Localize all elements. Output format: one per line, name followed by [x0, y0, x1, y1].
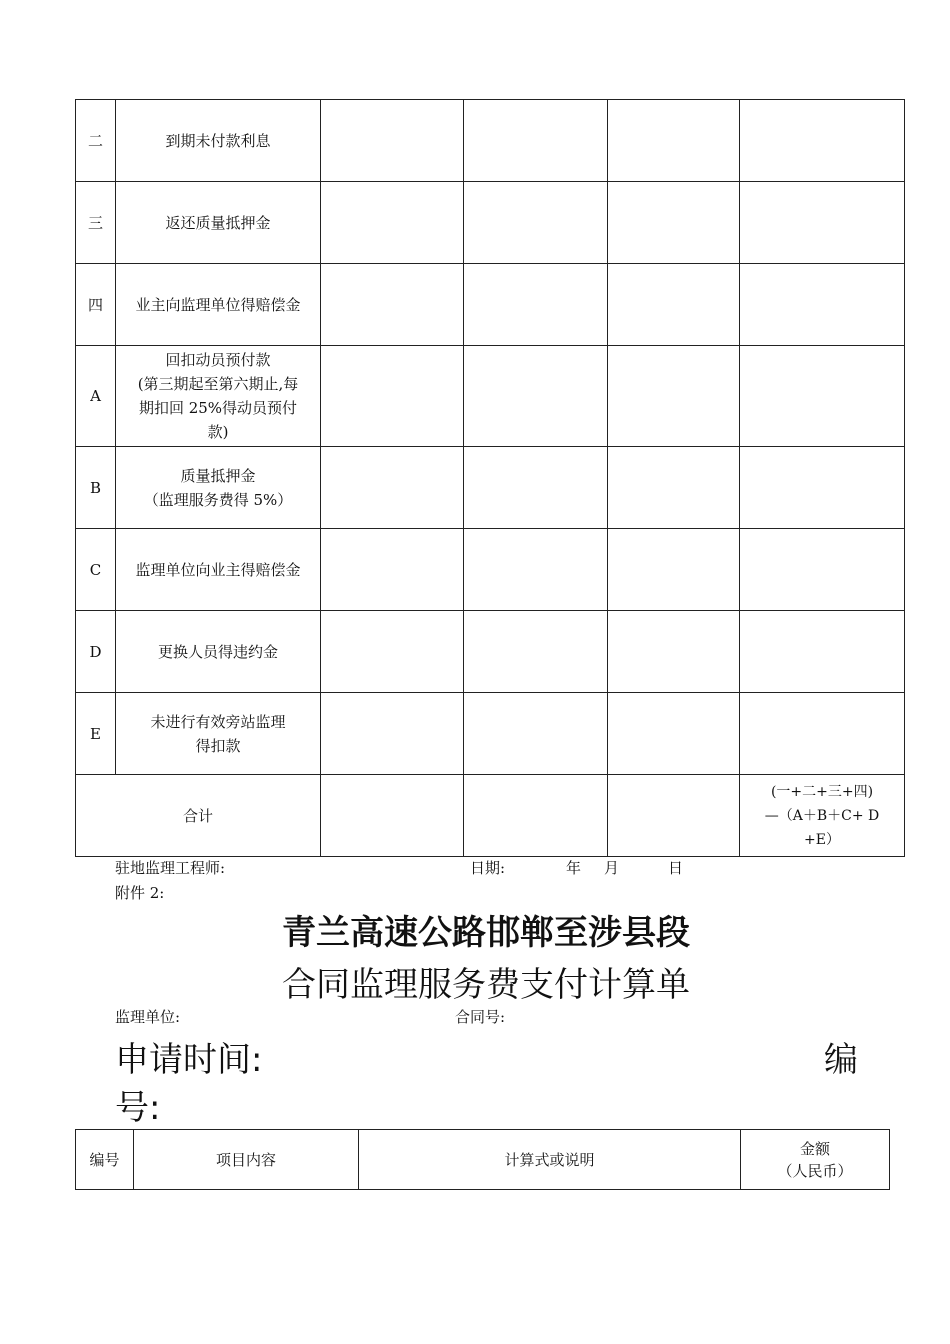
cell: [608, 447, 740, 529]
item-line: 得扣款: [195, 736, 241, 755]
cell: [740, 529, 905, 611]
header-amount: [741, 1130, 890, 1190]
cell: [464, 264, 608, 346]
cell: [740, 693, 905, 775]
amount-line: 金额: [799, 1139, 830, 1158]
item-line: （监理服务费得 5%）: [143, 490, 293, 509]
cell: [321, 611, 464, 693]
cell: [464, 611, 608, 693]
cell: [740, 182, 905, 264]
cell: [321, 264, 464, 346]
cell: [321, 775, 464, 857]
formula-line: (一+二+三+四): [770, 783, 874, 800]
row-item: 业主向监理单位得赔偿金: [116, 264, 321, 346]
month-label: 月: [604, 859, 620, 877]
formula-line: +E）: [804, 831, 840, 848]
cell: [321, 693, 464, 775]
cell: [740, 264, 905, 346]
cell: [740, 611, 905, 693]
row-code: 三: [76, 182, 116, 264]
row-item: 监理单位向业主得赔偿金: [116, 529, 321, 611]
cell: [740, 100, 905, 182]
item-line: 款): [207, 423, 229, 441]
amount-line: （人民币）: [777, 1161, 853, 1180]
header-number: 编号: [76, 1130, 134, 1190]
row-item: [116, 346, 321, 447]
year-label: 年: [566, 859, 582, 877]
row-code: E: [76, 693, 116, 775]
formula-line: —（A＋B＋C+ D: [764, 807, 880, 824]
number-label-part1: 编: [824, 1040, 858, 1080]
cell: [464, 447, 608, 529]
cell: [608, 264, 740, 346]
date-label: 日期:: [470, 859, 506, 877]
cell: [608, 346, 740, 447]
cell: [321, 529, 464, 611]
row-code: A: [76, 346, 116, 447]
payment-items-table: [75, 99, 905, 857]
table-row: [76, 611, 905, 693]
table-row: [76, 529, 905, 611]
cell: [608, 182, 740, 264]
table-row: [76, 182, 905, 264]
cell: [608, 693, 740, 775]
total-formula: [740, 775, 905, 857]
table-row: [76, 264, 905, 346]
row-code: 四: [76, 264, 116, 346]
cell: [464, 529, 608, 611]
item-line: 期扣回 25%得动员预付: [138, 399, 298, 417]
cell: [608, 611, 740, 693]
form-title: 青兰高速公路邯郸至涉县段: [282, 913, 690, 953]
day-label: 日: [668, 859, 684, 877]
header-formula: 计算式或说明: [359, 1130, 741, 1190]
cell: [740, 346, 905, 447]
apply-time-label: 申请时间:: [115, 1040, 263, 1080]
item-line: 质量抵押金: [180, 466, 256, 485]
table-row: [76, 100, 905, 182]
cell: [608, 100, 740, 182]
row-item: 到期未付款利息: [116, 100, 321, 182]
total-label: 合计: [76, 775, 321, 857]
cell: [608, 775, 740, 857]
header-row: [76, 1130, 890, 1190]
cell: [321, 182, 464, 264]
cell: [740, 447, 905, 529]
header-item: 项目内容: [134, 1130, 359, 1190]
item-line: 未进行有效旁站监理: [150, 712, 286, 731]
row-code: B: [76, 447, 116, 529]
cell: [321, 447, 464, 529]
row-item: [116, 693, 321, 775]
item-line: (第三期起至第六期止,每: [137, 375, 299, 393]
row-item: 更换人员得违约金: [116, 611, 321, 693]
row-code: C: [76, 529, 116, 611]
number-label-part2: 号:: [115, 1088, 161, 1128]
cell: [464, 346, 608, 447]
engineer-label: 驻地监理工程师:: [115, 859, 226, 877]
attachment-label: 附件 2:: [115, 884, 165, 902]
table-row: [76, 447, 905, 529]
row-code: D: [76, 611, 116, 693]
row-code: 二: [76, 100, 116, 182]
row-item: [116, 447, 321, 529]
cell: [464, 693, 608, 775]
cell: [321, 346, 464, 447]
total-row: [76, 775, 905, 857]
table-row: [76, 693, 905, 775]
cell: [464, 775, 608, 857]
fee-calc-table: [75, 1129, 890, 1190]
cell: [464, 182, 608, 264]
form-subtitle: 合同监理服务费支付计算单: [282, 965, 690, 1005]
item-line: 回扣动员预付款: [165, 351, 271, 369]
contract-label: 合同号:: [455, 1008, 506, 1026]
unit-label: 监理单位:: [115, 1008, 181, 1026]
cell: [464, 100, 608, 182]
row-item: 返还质量抵押金: [116, 182, 321, 264]
table-row: [76, 346, 905, 447]
cell: [321, 100, 464, 182]
cell: [608, 529, 740, 611]
